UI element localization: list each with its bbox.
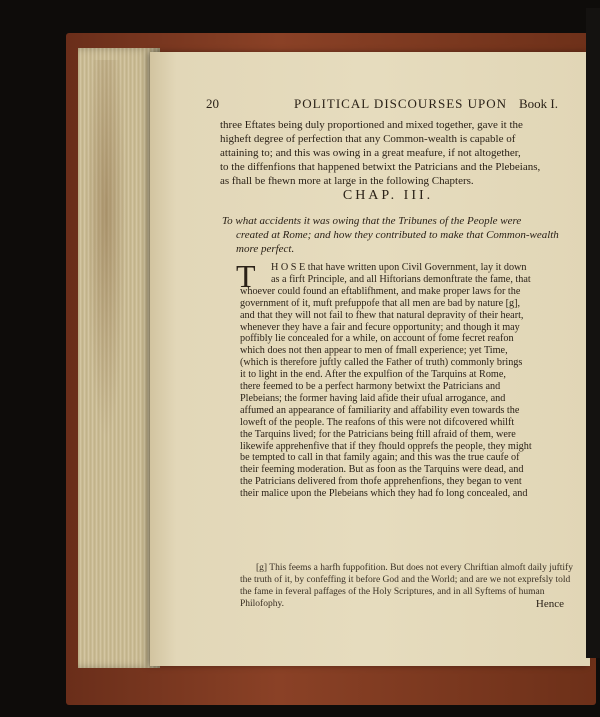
text-line: Plebeians; the former having laid afide their ufual arrogance, and <box>240 392 506 404</box>
right-shadow <box>586 8 600 658</box>
page-number: 20 <box>206 96 219 111</box>
text-line: be tempted to call in that family again; and this was the true caufe of <box>240 452 520 464</box>
text-line: affumed an appearance of familiarity and affability even towards the <box>240 404 520 416</box>
text-line: poffibly lie concealed for a while, on account of fome fecret reafon <box>240 333 514 345</box>
text-line: there feemed to be a perfect harmony betwixt the Patricians and <box>240 381 501 392</box>
text-line: (which is therefore juftly called the Father of truth) commonly brings <box>240 357 523 369</box>
text-line: three Eftates being duly proportioned and mixed together, gave it the <box>220 119 523 131</box>
book-label: Book I. <box>519 96 558 111</box>
argument-line: created at Rome; and how they contributed to make that Common-wealth <box>236 229 559 241</box>
text-line: to the diffenfions that happened betwixt the Patricians and the Plebeians, <box>220 161 541 173</box>
page-stain <box>86 60 126 440</box>
text-line: likewife apprehenfive that if they fhould opprefs the people, they might <box>240 440 532 452</box>
text-line: the Tarquins lived; for the Patricians being ftill afraid of them, were <box>240 428 516 440</box>
text-line: attaining to; and this was owing in a great meafure, if not altogether, <box>220 147 521 159</box>
text-line: as fhall be fhewn more at large in the following Chapters. <box>220 175 474 187</box>
text-line: and that they will not fail to fhew that natural depravity of their heart, <box>240 309 524 321</box>
text-line: loweft of the people. The reafons of this were not difcovered whilft <box>240 416 515 428</box>
footnote-line: Philofophy. <box>240 599 284 609</box>
text-line: their feeming moderation. But as foon as the Tarquins were dead, and <box>240 464 524 476</box>
text-line: it to light in the end. After the expulfion of the Tarquins at Rome, <box>240 369 506 381</box>
footnote-line: [g] This feems a harfh fuppofition. But does not every Chriftian almoft daily juftify <box>256 563 573 573</box>
drop-cap: T <box>236 258 256 294</box>
chapter-heading: CHAP. III. <box>342 188 434 203</box>
argument-line: more perfect. <box>236 243 295 255</box>
text-line: whoever could found an eftablifhment, and make proper laws for the <box>240 285 521 297</box>
text-line: their malice upon the Plebeians which they had fo long concealed, and <box>240 488 528 500</box>
text-line: whenever they have a fair and fecure opportunity; and though it may <box>240 321 520 333</box>
running-header <box>206 96 558 114</box>
text-line: higheft degree of perfection that any Common-wealth is capable of <box>220 133 516 145</box>
text-line: as a firft Principle, and all Hiftorians demonftrate the fame, that <box>271 273 531 285</box>
text-line: which does not then appear to men of fmall experience; yet Time, <box>240 345 508 357</box>
argument-line: To what accidents it was owing that the Tribunes of the People were <box>222 215 522 227</box>
text-line: government of it, muft prefuppofe that all men are bad by nature [g], <box>240 297 521 309</box>
catchword: Hence <box>535 598 564 610</box>
text-line: the Patricians delivered from thofe apprehenfions, they began to vent <box>240 476 522 488</box>
running-title: POLITICAL DISCOURSES UPON <box>294 96 508 111</box>
footnote-line: the truth of it, by confeffing it before God and the World; and are we not exprefsly told <box>240 575 571 585</box>
text-line: H O S E that have written upon Civil Government, lay it down <box>271 262 527 273</box>
footnote-line: the fame in feveral paffages of the Holy Scriptures, and in all Syftems of human <box>240 587 545 597</box>
